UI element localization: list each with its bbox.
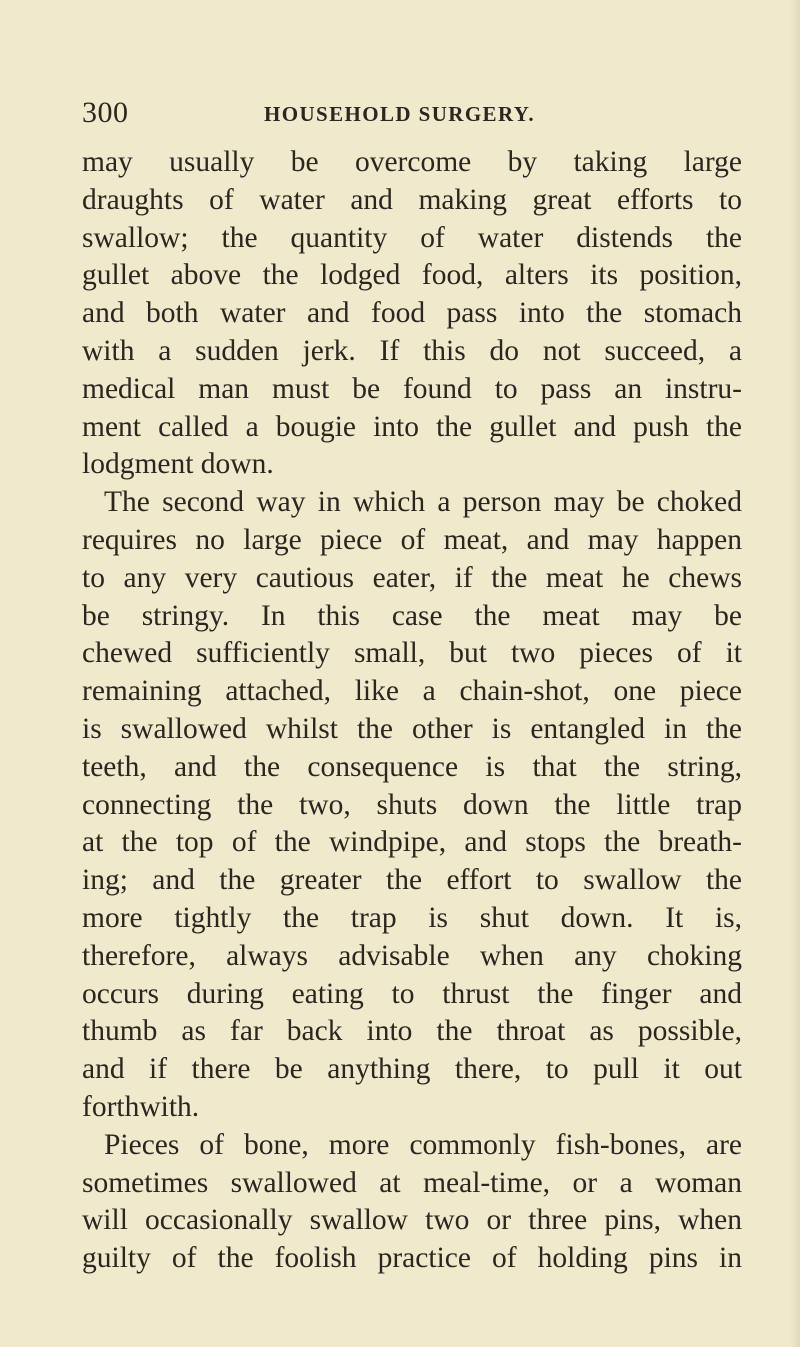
text-line: with a sudden jerk. If this do not succeed, a [82,334,742,367]
text-line: forthwith. [82,1090,200,1123]
text-line: is swallowed whilst the other is entangled in the [82,712,742,745]
running-title: HOUSEHOLD SURGERY. [264,102,536,126]
text-line: be stringy. In this case the meat may be [82,599,742,632]
text-line: to any very cautious eater, if the meat he chews [82,561,742,594]
text-line: The second way in which a person may be choked [104,486,742,519]
text-line: connecting the two, shuts down the little trap [82,788,742,821]
text-line: ing; and the greater the effort to swallow the [82,864,742,897]
text-line: will occasionally swallow two or three pins, when [82,1204,742,1237]
text-line: swallow; the quantity of water distends the [82,221,742,254]
text-line: and if there be anything there, to pull it out [82,1053,742,1086]
text-line: sometimes swallowed at meal-time, or a woman [82,1166,742,1199]
text-line: thumb as far back into the throat as possible, [82,1015,742,1048]
page-edge-shadow [790,0,800,1347]
text-line: ment called a bougie into the gullet and push the [82,410,742,443]
text-line: draughts of water and making great efforts to [82,183,742,216]
text-line: therefore, always advisable when any choking [82,939,742,972]
text-line: chewed sufficiently small, but two pieces of it [82,637,742,670]
text-line: gullet above the lodged food, alters its position, [82,259,742,292]
running-head [82,96,742,136]
text-line: at the top of the windpipe, and stops the breath- [82,826,742,859]
text-line: more tightly the trap is shut down. It is, [82,901,742,934]
text-line: occurs during eating to thrust the finger and [82,977,742,1010]
text-line: medical man must be found to pass an instru- [82,372,742,405]
text-line: guilty of the foolish practice of holding pins in [82,1242,742,1275]
text-line: remaining attached, like a chain-shot, one piece [82,675,742,708]
page-number: 300 [82,96,129,129]
text-line: teeth, and the consequence is that the string, [82,750,742,783]
body-text [82,144,742,1278]
text-line: Pieces of bone, more commonly fish-bones, are [104,1128,742,1161]
text-line: may usually be overcome by taking large [82,146,742,178]
text-line: lodgment down. [82,448,274,481]
text-line: and both water and food pass into the stomach [82,297,742,330]
text-line: requires no large piece of meat, and may happen [82,523,742,556]
